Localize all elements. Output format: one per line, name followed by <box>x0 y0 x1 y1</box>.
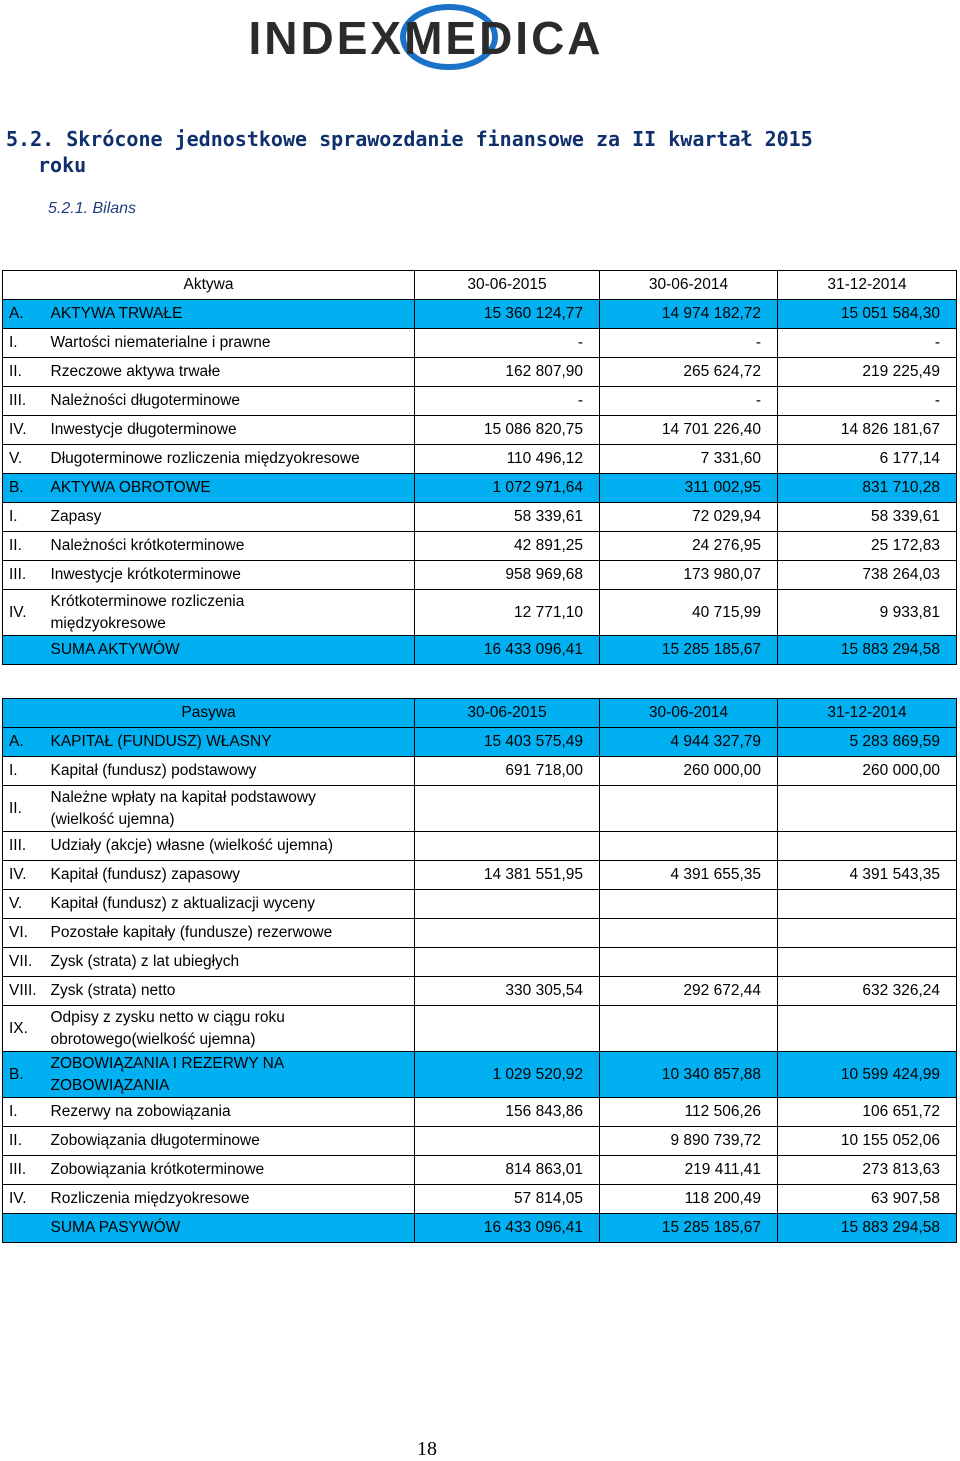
row-value-2014-dec: 219 225,49 <box>778 358 957 387</box>
row-value-2014-dec <box>778 890 957 919</box>
row-value-2014: - <box>600 329 778 358</box>
row-value-2015: 14 381 551,95 <box>415 861 600 890</box>
row-value-2014-dec <box>778 919 957 948</box>
row-label: Rzeczowe aktywa trwałe <box>47 358 415 387</box>
row-label: Rezerwy na zobowiązania <box>47 1098 415 1127</box>
row-value-2014: 72 029,94 <box>600 503 778 532</box>
row-value-2014-dec: 9 933,81 <box>778 590 957 636</box>
table-row <box>3 474 957 503</box>
row-number: I. <box>3 329 47 358</box>
row-value-2015: 1 029 520,92 <box>415 1052 600 1098</box>
row-label: Kapitał (fundusz) podstawowy <box>47 757 415 786</box>
total-value-2014-dec: 15 883 294,58 <box>778 636 957 665</box>
liabilities-table <box>2 698 957 1243</box>
table-row <box>3 1185 957 1214</box>
row-value-2015: 15 360 124,77 <box>415 300 600 329</box>
row-number: III. <box>3 561 47 590</box>
row-value-2014: 4 391 655,35 <box>600 861 778 890</box>
row-number: B. <box>3 1052 47 1098</box>
assets-header-title: Aktywa <box>3 271 415 300</box>
row-value-2015 <box>415 890 600 919</box>
row-value-2015 <box>415 919 600 948</box>
table-row <box>3 948 957 977</box>
assets-total-row <box>3 636 957 665</box>
row-label: AKTYWA OBROTOWE <box>47 474 415 503</box>
table-row <box>3 387 957 416</box>
row-number: III. <box>3 387 47 416</box>
table-row <box>3 728 957 757</box>
table-row <box>3 358 957 387</box>
row-label: Krótkoterminowe rozliczenia międzyokresowe <box>47 590 415 636</box>
row-value-2014-dec <box>778 1006 957 1052</box>
subsection-title: 5.2.1. Bilans <box>48 200 137 217</box>
total-label: SUMA PASYWÓW <box>47 1214 415 1243</box>
company-logo <box>206 4 646 70</box>
row-label: Zobowiązania krótkoterminowe <box>47 1156 415 1185</box>
row-value-2015 <box>415 786 600 832</box>
table-row <box>3 890 957 919</box>
row-number: IV. <box>3 416 47 445</box>
row-value-2014 <box>600 919 778 948</box>
row-value-2014-dec: 14 826 181,67 <box>778 416 957 445</box>
row-label: ZOBOWIĄZANIA I REZERWY NA ZOBOWIĄZANIA <box>47 1052 415 1098</box>
row-label: Należności krótkoterminowe <box>47 532 415 561</box>
row-value-2014: 14 974 182,72 <box>600 300 778 329</box>
row-value-2015: - <box>415 387 600 416</box>
row-value-2015: 15 403 575,49 <box>415 728 600 757</box>
liabilities-header-col1: 30-06-2015 <box>415 699 600 728</box>
table-row <box>3 977 957 1006</box>
row-number: II. <box>3 358 47 387</box>
row-label: Długoterminowe rozliczenia międzyokresowe <box>47 445 415 474</box>
row-value-2014-dec: - <box>778 329 957 358</box>
row-number: IV. <box>3 1185 47 1214</box>
row-value-2014: - <box>600 387 778 416</box>
table-row <box>3 1127 957 1156</box>
row-value-2014: 265 624,72 <box>600 358 778 387</box>
row-label: Inwestycje krótkoterminowe <box>47 561 415 590</box>
table-row <box>3 757 957 786</box>
table-row <box>3 1006 957 1052</box>
row-value-2014-dec: 4 391 543,35 <box>778 861 957 890</box>
page-number: 18 <box>417 1438 437 1460</box>
table-row <box>3 861 957 890</box>
row-label: Rozliczenia międzyokresowe <box>47 1185 415 1214</box>
row-label: AKTYWA TRWAŁE <box>47 300 415 329</box>
assets-table <box>2 270 957 665</box>
logo-text: INDEXMEDICA <box>248 12 604 64</box>
row-value-2014: 24 276,95 <box>600 532 778 561</box>
total-value-2015: 16 433 096,41 <box>415 636 600 665</box>
table-row <box>3 329 957 358</box>
row-label: Zapasy <box>47 503 415 532</box>
row-value-2015: 1 072 971,64 <box>415 474 600 503</box>
liabilities-header-title: Pasywa <box>3 699 415 728</box>
row-number: A. <box>3 728 47 757</box>
row-value-2014-dec: 10 599 424,99 <box>778 1052 957 1098</box>
row-value-2014-dec: 25 172,83 <box>778 532 957 561</box>
row-number: VII. <box>3 948 47 977</box>
row-label: Odpisy z zysku netto w ciągu roku obrotowego(wielkość ujemna) <box>47 1006 415 1052</box>
table-row <box>3 1052 957 1098</box>
table-row <box>3 445 957 474</box>
row-value-2014-dec: 738 264,03 <box>778 561 957 590</box>
row-value-2014 <box>600 832 778 861</box>
row-number: III. <box>3 1156 47 1185</box>
row-number: V. <box>3 890 47 919</box>
row-label: Wartości niematerialne i prawne <box>47 329 415 358</box>
row-number: VI. <box>3 919 47 948</box>
row-value-2015: 42 891,25 <box>415 532 600 561</box>
row-number: VIII. <box>3 977 47 1006</box>
row-value-2015: 691 718,00 <box>415 757 600 786</box>
row-label: Udziały (akcje) własne (wielkość ujemna) <box>47 832 415 861</box>
liabilities-header-row <box>3 699 957 728</box>
row-value-2014-dec: 15 051 584,30 <box>778 300 957 329</box>
row-number: III. <box>3 832 47 861</box>
table-row <box>3 300 957 329</box>
row-label: Inwestycje długoterminowe <box>47 416 415 445</box>
row-value-2014: 9 890 739,72 <box>600 1127 778 1156</box>
row-value-2014 <box>600 890 778 919</box>
section-title-line2: roku <box>38 153 87 177</box>
row-value-2014: 40 715,99 <box>600 590 778 636</box>
row-value-2014: 173 980,07 <box>600 561 778 590</box>
row-value-2014: 260 000,00 <box>600 757 778 786</box>
row-number: I. <box>3 757 47 786</box>
row-value-2014-dec: 260 000,00 <box>778 757 957 786</box>
table-row <box>3 416 957 445</box>
row-value-2014: 311 002,95 <box>600 474 778 503</box>
table-row <box>3 1098 957 1127</box>
row-number: II. <box>3 532 47 561</box>
row-value-2014: 292 672,44 <box>600 977 778 1006</box>
row-value-2015 <box>415 832 600 861</box>
row-number: IV. <box>3 590 47 636</box>
row-value-2014: 14 701 226,40 <box>600 416 778 445</box>
row-value-2015: 162 807,90 <box>415 358 600 387</box>
total-value-2014-dec: 15 883 294,58 <box>778 1214 957 1243</box>
table-row <box>3 532 957 561</box>
row-value-2014: 7 331,60 <box>600 445 778 474</box>
row-value-2015 <box>415 948 600 977</box>
row-value-2014: 112 506,26 <box>600 1098 778 1127</box>
row-number: II. <box>3 786 47 832</box>
section-title <box>6 126 886 178</box>
row-value-2014-dec: - <box>778 387 957 416</box>
table-row <box>3 919 957 948</box>
row-value-2015: - <box>415 329 600 358</box>
row-number: B. <box>3 474 47 503</box>
row-value-2015: 12 771,10 <box>415 590 600 636</box>
liabilities-header-col3: 31-12-2014 <box>778 699 957 728</box>
row-value-2015: 57 814,05 <box>415 1185 600 1214</box>
row-number: I. <box>3 503 47 532</box>
row-value-2015: 814 863,01 <box>415 1156 600 1185</box>
row-value-2014 <box>600 786 778 832</box>
row-value-2014-dec <box>778 786 957 832</box>
row-value-2014 <box>600 1006 778 1052</box>
assets-header-row <box>3 271 957 300</box>
row-number: IV. <box>3 861 47 890</box>
table-row <box>3 786 957 832</box>
row-number: II. <box>3 1127 47 1156</box>
row-value-2015: 15 086 820,75 <box>415 416 600 445</box>
row-label: Należności długoterminowe <box>47 387 415 416</box>
row-number: V. <box>3 445 47 474</box>
row-value-2015: 958 969,68 <box>415 561 600 590</box>
row-value-2014-dec: 5 283 869,59 <box>778 728 957 757</box>
row-value-2015: 330 305,54 <box>415 977 600 1006</box>
row-number: I. <box>3 1098 47 1127</box>
total-value-2015: 16 433 096,41 <box>415 1214 600 1243</box>
row-label: Pozostałe kapitały (fundusze) rezerwowe <box>47 919 415 948</box>
total-value-2014: 15 285 185,67 <box>600 636 778 665</box>
row-value-2014-dec: 831 710,28 <box>778 474 957 503</box>
row-label: Zysk (strata) netto <box>47 977 415 1006</box>
row-value-2014: 4 944 327,79 <box>600 728 778 757</box>
table-row <box>3 561 957 590</box>
row-value-2015: 110 496,12 <box>415 445 600 474</box>
row-value-2014-dec <box>778 948 957 977</box>
row-label: Należne wpłaty na kapitał podstawowy (wielkość ujemna) <box>47 786 415 832</box>
row-value-2014: 10 340 857,88 <box>600 1052 778 1098</box>
table-row <box>3 590 957 636</box>
total-label: SUMA AKTYWÓW <box>47 636 415 665</box>
row-label: Kapitał (fundusz) z aktualizacji wyceny <box>47 890 415 919</box>
row-value-2014-dec: 63 907,58 <box>778 1185 957 1214</box>
row-value-2014-dec: 10 155 052,06 <box>778 1127 957 1156</box>
table-row <box>3 1156 957 1185</box>
row-value-2014-dec: 106 651,72 <box>778 1098 957 1127</box>
row-value-2014-dec: 273 813,63 <box>778 1156 957 1185</box>
row-value-2015 <box>415 1006 600 1052</box>
assets-header-col3: 31-12-2014 <box>778 271 957 300</box>
section-title-line1: 5.2. Skrócone jednostkowe sprawozdanie finansowe za II kwartał 2015 <box>6 127 813 151</box>
row-number: A. <box>3 300 47 329</box>
row-value-2014-dec: 632 326,24 <box>778 977 957 1006</box>
row-value-2015 <box>415 1127 600 1156</box>
row-label: Kapitał (fundusz) zapasowy <box>47 861 415 890</box>
liabilities-header-col2: 30-06-2014 <box>600 699 778 728</box>
row-number: IX. <box>3 1006 47 1052</box>
row-value-2014-dec: 58 339,61 <box>778 503 957 532</box>
row-value-2014: 118 200,49 <box>600 1185 778 1214</box>
row-value-2015: 58 339,61 <box>415 503 600 532</box>
assets-header-col2: 30-06-2014 <box>600 271 778 300</box>
row-value-2014 <box>600 948 778 977</box>
row-value-2014-dec <box>778 832 957 861</box>
total-value-2014: 15 285 185,67 <box>600 1214 778 1243</box>
row-value-2014-dec: 6 177,14 <box>778 445 957 474</box>
assets-header-col1: 30-06-2015 <box>415 271 600 300</box>
row-label: Zobowiązania długoterminowe <box>47 1127 415 1156</box>
row-label: Zysk (strata) z lat ubiegłych <box>47 948 415 977</box>
table-row <box>3 832 957 861</box>
row-label: KAPITAŁ (FUNDUSZ) WŁASNY <box>47 728 415 757</box>
row-value-2015: 156 843,86 <box>415 1098 600 1127</box>
liabilities-total-row <box>3 1214 957 1243</box>
table-row <box>3 503 957 532</box>
row-value-2014: 219 411,41 <box>600 1156 778 1185</box>
